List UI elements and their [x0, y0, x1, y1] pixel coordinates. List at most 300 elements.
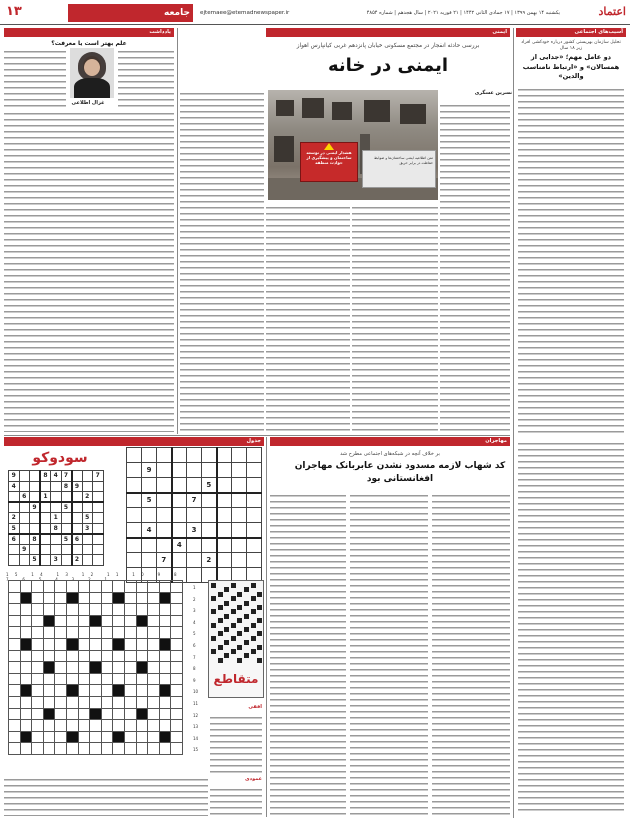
sudoku-cell[interactable]: [82, 502, 93, 513]
sudoku-cell[interactable]: [232, 538, 247, 553]
sudoku-cell[interactable]: [232, 493, 247, 508]
sudoku-cell[interactable]: 7: [157, 553, 172, 568]
sudoku-cell[interactable]: [232, 553, 247, 568]
sudoku-cell[interactable]: [61, 544, 72, 555]
crossword-cell[interactable]: [55, 627, 67, 639]
sudoku-cell[interactable]: 5: [9, 523, 20, 534]
crossword-cell[interactable]: [136, 743, 148, 755]
sudoku-cell[interactable]: [232, 463, 247, 478]
sudoku-cell[interactable]: 4: [172, 538, 187, 553]
sudoku-cell[interactable]: 5: [142, 493, 157, 508]
sudoku-cell[interactable]: [61, 555, 72, 566]
crossword-cell[interactable]: [20, 708, 32, 720]
sudoku-cell[interactable]: [72, 513, 83, 524]
sudoku-cell[interactable]: [142, 478, 157, 493]
crossword-cell[interactable]: [9, 650, 21, 662]
sudoku-cell[interactable]: [30, 513, 41, 524]
crossword-cell[interactable]: [9, 696, 21, 708]
sudoku-cell[interactable]: [247, 508, 262, 523]
sudoku-cell[interactable]: 5: [82, 513, 93, 524]
sudoku-cell[interactable]: 4: [51, 471, 62, 482]
crossword-cell[interactable]: [78, 592, 90, 604]
crossword-cell[interactable]: [171, 615, 183, 627]
crossword-cell[interactable]: [101, 604, 113, 616]
sudoku-cell[interactable]: [93, 544, 104, 555]
crossword-cell[interactable]: [55, 696, 67, 708]
sudoku-cell[interactable]: [157, 508, 172, 523]
sudoku-cell[interactable]: 4: [9, 481, 20, 492]
crossword-cell[interactable]: [136, 592, 148, 604]
crossword-cell[interactable]: [9, 604, 21, 616]
crossword-cell[interactable]: [43, 638, 55, 650]
crossword-cell[interactable]: [148, 731, 160, 743]
sudoku-cell[interactable]: [202, 493, 217, 508]
sudoku-cell[interactable]: [127, 448, 142, 463]
section-email[interactable]: ejtemaee@etemadnewspaper.ir: [200, 10, 290, 16]
sudoku-cell[interactable]: [51, 534, 62, 545]
sudoku-cell[interactable]: [127, 523, 142, 538]
sudoku-cell[interactable]: [40, 555, 51, 566]
sudoku-cell[interactable]: [217, 523, 232, 538]
crossword-cell[interactable]: [148, 743, 160, 755]
sudoku-cell[interactable]: [93, 555, 104, 566]
sudoku-cell[interactable]: [93, 492, 104, 503]
crossword-cell[interactable]: [101, 685, 113, 697]
crossword-cell[interactable]: [171, 696, 183, 708]
sudoku-cell[interactable]: 9: [72, 481, 83, 492]
crossword-cell[interactable]: [148, 604, 160, 616]
crossword-cell[interactable]: [20, 696, 32, 708]
sudoku-cell[interactable]: 5: [61, 502, 72, 513]
crossword-cell[interactable]: [124, 650, 136, 662]
sudoku-cell[interactable]: [172, 508, 187, 523]
crossword-cell[interactable]: [55, 592, 67, 604]
sudoku-cell[interactable]: [142, 538, 157, 553]
crossword-cell[interactable]: [78, 650, 90, 662]
sudoku-cell[interactable]: [9, 492, 20, 503]
sudoku-cell[interactable]: [82, 534, 93, 545]
sudoku-cell[interactable]: 7: [93, 471, 104, 482]
sudoku-cell[interactable]: 7: [187, 493, 202, 508]
crossword-cell[interactable]: [101, 615, 113, 627]
crossword-cell[interactable]: [101, 673, 113, 685]
crossword-cell[interactable]: [171, 731, 183, 743]
crossword-cell[interactable]: [171, 627, 183, 639]
sudoku-cell[interactable]: [217, 508, 232, 523]
sudoku-cell[interactable]: [247, 538, 262, 553]
crossword-cell[interactable]: [113, 673, 125, 685]
sudoku-cell[interactable]: 1: [40, 492, 51, 503]
crossword-cell[interactable]: [113, 581, 125, 593]
sudoku-cell[interactable]: 2: [9, 513, 20, 524]
sudoku-cell[interactable]: [93, 523, 104, 534]
crossword-cell[interactable]: [159, 615, 171, 627]
sudoku-cell[interactable]: [19, 523, 30, 534]
crossword-cell[interactable]: [90, 592, 102, 604]
crossword-cell[interactable]: [124, 685, 136, 697]
sudoku-cell[interactable]: [217, 553, 232, 568]
sudoku-cell[interactable]: 6: [72, 534, 83, 545]
crossword-cell[interactable]: [55, 662, 67, 674]
crossword-cell[interactable]: [9, 743, 21, 755]
crossword-cell[interactable]: [43, 696, 55, 708]
crossword-cell[interactable]: [136, 581, 148, 593]
crossword-cell[interactable]: [136, 685, 148, 697]
crossword-cell[interactable]: [55, 708, 67, 720]
sudoku-cell[interactable]: [51, 502, 62, 513]
sudoku-cell[interactable]: 4: [142, 523, 157, 538]
crossword-cell[interactable]: [171, 638, 183, 650]
crossword-cell[interactable]: [32, 673, 44, 685]
sudoku-cell[interactable]: [247, 478, 262, 493]
sudoku-cell[interactable]: 8: [40, 471, 51, 482]
sudoku-cell[interactable]: 3: [187, 523, 202, 538]
crossword-cell[interactable]: [159, 581, 171, 593]
crossword-cell[interactable]: [43, 743, 55, 755]
sudoku-cell[interactable]: 2: [82, 492, 93, 503]
crossword-cell[interactable]: [20, 650, 32, 662]
sudoku-cell[interactable]: [187, 478, 202, 493]
crossword-cell[interactable]: [43, 685, 55, 697]
crossword-cell[interactable]: [55, 638, 67, 650]
crossword-cell[interactable]: [124, 696, 136, 708]
sudoku-cell[interactable]: [172, 448, 187, 463]
sudoku-cell[interactable]: [9, 544, 20, 555]
sudoku-cell[interactable]: [40, 502, 51, 513]
sudoku-cell[interactable]: [72, 544, 83, 555]
sudoku-cell[interactable]: 6: [19, 492, 30, 503]
sudoku-cell[interactable]: 9: [142, 463, 157, 478]
crossword-cell[interactable]: [148, 592, 160, 604]
sudoku-cell[interactable]: [19, 534, 30, 545]
crossword-cell[interactable]: [20, 662, 32, 674]
crossword-cell[interactable]: [90, 743, 102, 755]
crossword-cell[interactable]: [78, 708, 90, 720]
crossword-cell[interactable]: [148, 720, 160, 732]
sudoku-cell[interactable]: 8: [61, 481, 72, 492]
crossword-cell[interactable]: [101, 581, 113, 593]
sudoku-cell[interactable]: 3: [51, 555, 62, 566]
crossword-cell[interactable]: [32, 581, 44, 593]
crossword-cell[interactable]: [66, 708, 78, 720]
sudoku-cell[interactable]: [127, 508, 142, 523]
crossword-cell[interactable]: [159, 662, 171, 674]
crossword-cell[interactable]: [124, 720, 136, 732]
crossword-cell[interactable]: [101, 650, 113, 662]
sudoku-cell[interactable]: [51, 544, 62, 555]
crossword-cell[interactable]: [159, 673, 171, 685]
crossword-cell[interactable]: [9, 627, 21, 639]
crossword-cell[interactable]: [124, 743, 136, 755]
sudoku-cell[interactable]: [127, 538, 142, 553]
crossword-cell[interactable]: [78, 604, 90, 616]
sudoku-cell[interactable]: [51, 481, 62, 492]
crossword-cell[interactable]: [9, 662, 21, 674]
sudoku-cell[interactable]: [72, 492, 83, 503]
crossword-cell[interactable]: [32, 696, 44, 708]
crossword-cell[interactable]: [124, 627, 136, 639]
crossword-cell[interactable]: [90, 685, 102, 697]
sudoku-cell[interactable]: 6: [9, 534, 20, 545]
sudoku-cell[interactable]: 8: [51, 523, 62, 534]
crossword-cell[interactable]: [32, 708, 44, 720]
sudoku-cell[interactable]: [30, 523, 41, 534]
crossword-cell[interactable]: [32, 743, 44, 755]
sudoku-cell[interactable]: 5: [61, 534, 72, 545]
sudoku-cell[interactable]: [217, 538, 232, 553]
crossword-cell[interactable]: [66, 743, 78, 755]
crossword-cell[interactable]: [124, 592, 136, 604]
sudoku-cell[interactable]: [172, 463, 187, 478]
crossword-cell[interactable]: [136, 604, 148, 616]
sudoku-grid-large[interactable]: [126, 447, 262, 583]
sudoku-cell[interactable]: [19, 481, 30, 492]
crossword-cell[interactable]: [113, 708, 125, 720]
sudoku-cell[interactable]: [93, 513, 104, 524]
sudoku-cell[interactable]: [93, 502, 104, 513]
sudoku-cell[interactable]: [127, 463, 142, 478]
crossword-cell[interactable]: [66, 673, 78, 685]
sudoku-grid-small[interactable]: [8, 470, 104, 566]
crossword-cell[interactable]: [90, 696, 102, 708]
crossword-cell[interactable]: [113, 604, 125, 616]
sudoku-cell[interactable]: 1: [51, 513, 62, 524]
sudoku-cell[interactable]: [40, 523, 51, 534]
crossword-cell[interactable]: [20, 720, 32, 732]
crossword-cell[interactable]: [113, 662, 125, 674]
sudoku-cell[interactable]: [19, 555, 30, 566]
crossword-cell[interactable]: [124, 581, 136, 593]
crossword-cell[interactable]: [124, 615, 136, 627]
sudoku-cell[interactable]: [142, 448, 157, 463]
crossword-cell[interactable]: [78, 743, 90, 755]
crossword-cell[interactable]: [78, 696, 90, 708]
sudoku-cell[interactable]: [232, 508, 247, 523]
sudoku-cell[interactable]: [172, 523, 187, 538]
sudoku-cell[interactable]: [72, 471, 83, 482]
crossword-cell[interactable]: [9, 720, 21, 732]
crossword-cell[interactable]: [101, 731, 113, 743]
crossword-cell[interactable]: [171, 662, 183, 674]
crossword-cell[interactable]: [148, 696, 160, 708]
crossword-cell[interactable]: [136, 731, 148, 743]
sudoku-cell[interactable]: [202, 448, 217, 463]
crossword-cell[interactable]: [90, 650, 102, 662]
crossword-cell[interactable]: [78, 731, 90, 743]
crossword-cell[interactable]: [124, 662, 136, 674]
crossword-cell[interactable]: [113, 743, 125, 755]
sudoku-cell[interactable]: [30, 471, 41, 482]
crossword-cell[interactable]: [136, 720, 148, 732]
sudoku-cell[interactable]: [40, 481, 51, 492]
crossword-grid[interactable]: [8, 580, 183, 755]
crossword-cell[interactable]: [9, 592, 21, 604]
crossword-cell[interactable]: [78, 673, 90, 685]
crossword-cell[interactable]: [171, 743, 183, 755]
sudoku-cell[interactable]: 9: [9, 471, 20, 482]
crossword-cell[interactable]: [90, 673, 102, 685]
crossword-cell[interactable]: [32, 720, 44, 732]
sudoku-cell[interactable]: [217, 493, 232, 508]
crossword-cell[interactable]: [20, 604, 32, 616]
crossword-cell[interactable]: [55, 604, 67, 616]
crossword-cell[interactable]: [9, 615, 21, 627]
crossword-cell[interactable]: [55, 685, 67, 697]
crossword-cell[interactable]: [171, 592, 183, 604]
crossword-cell[interactable]: [101, 627, 113, 639]
crossword-cell[interactable]: [9, 638, 21, 650]
crossword-cell[interactable]: [159, 604, 171, 616]
crossword-cell[interactable]: [66, 650, 78, 662]
sudoku-cell[interactable]: [202, 523, 217, 538]
sudoku-cell[interactable]: [30, 481, 41, 492]
crossword-cell[interactable]: [43, 731, 55, 743]
crossword-cell[interactable]: [32, 592, 44, 604]
crossword-cell[interactable]: [32, 604, 44, 616]
sudoku-cell[interactable]: [82, 471, 93, 482]
sudoku-cell[interactable]: [82, 544, 93, 555]
sudoku-cell[interactable]: [30, 492, 41, 503]
crossword-cell[interactable]: [55, 720, 67, 732]
sudoku-cell[interactable]: 5: [202, 478, 217, 493]
crossword-cell[interactable]: [55, 650, 67, 662]
crossword-cell[interactable]: [78, 638, 90, 650]
crossword-cell[interactable]: [171, 604, 183, 616]
sudoku-cell[interactable]: [19, 471, 30, 482]
sudoku-cell[interactable]: [157, 523, 172, 538]
sudoku-cell[interactable]: [51, 492, 62, 503]
sudoku-cell[interactable]: 5: [30, 555, 41, 566]
crossword-cell[interactable]: [113, 696, 125, 708]
sudoku-cell[interactable]: [202, 538, 217, 553]
crossword-cell[interactable]: [171, 673, 183, 685]
crossword-cell[interactable]: [113, 627, 125, 639]
sudoku-cell[interactable]: [93, 534, 104, 545]
crossword-cell[interactable]: [55, 743, 67, 755]
sudoku-cell[interactable]: [157, 493, 172, 508]
crossword-cell[interactable]: [20, 673, 32, 685]
sudoku-cell[interactable]: [247, 463, 262, 478]
sudoku-cell[interactable]: [157, 538, 172, 553]
crossword-cell[interactable]: [32, 662, 44, 674]
crossword-cell[interactable]: [136, 638, 148, 650]
crossword-cell[interactable]: [171, 685, 183, 697]
crossword-cell[interactable]: [32, 731, 44, 743]
sudoku-cell[interactable]: 3: [82, 523, 93, 534]
crossword-cell[interactable]: [124, 673, 136, 685]
crossword-cell[interactable]: [66, 720, 78, 732]
crossword-cell[interactable]: [55, 731, 67, 743]
sudoku-cell[interactable]: [187, 448, 202, 463]
sudoku-cell[interactable]: [202, 463, 217, 478]
sudoku-cell[interactable]: [30, 544, 41, 555]
crossword-cell[interactable]: [32, 627, 44, 639]
sudoku-cell[interactable]: [61, 513, 72, 524]
crossword-cell[interactable]: [78, 720, 90, 732]
crossword-cell[interactable]: [90, 627, 102, 639]
crossword-cell[interactable]: [113, 615, 125, 627]
sudoku-cell[interactable]: [61, 492, 72, 503]
sudoku-cell[interactable]: [72, 502, 83, 513]
crossword-cell[interactable]: [171, 720, 183, 732]
crossword-cell[interactable]: [32, 615, 44, 627]
sudoku-cell[interactable]: [247, 448, 262, 463]
sudoku-cell[interactable]: [93, 481, 104, 492]
sudoku-cell[interactable]: 2: [202, 553, 217, 568]
crossword-cell[interactable]: [66, 627, 78, 639]
sudoku-cell[interactable]: [127, 478, 142, 493]
sudoku-cell[interactable]: [187, 463, 202, 478]
sudoku-cell[interactable]: [232, 478, 247, 493]
sudoku-cell[interactable]: [19, 513, 30, 524]
sudoku-cell[interactable]: [232, 448, 247, 463]
crossword-cell[interactable]: [124, 604, 136, 616]
sudoku-cell[interactable]: [217, 478, 232, 493]
crossword-cell[interactable]: [113, 650, 125, 662]
sudoku-cell[interactable]: [232, 523, 247, 538]
crossword-cell[interactable]: [159, 650, 171, 662]
crossword-cell[interactable]: [171, 581, 183, 593]
sudoku-cell[interactable]: [19, 502, 30, 513]
crossword-cell[interactable]: [20, 743, 32, 755]
crossword-cell[interactable]: [9, 731, 21, 743]
crossword-cell[interactable]: [159, 627, 171, 639]
crossword-cell[interactable]: [101, 696, 113, 708]
crossword-cell[interactable]: [66, 696, 78, 708]
sudoku-cell[interactable]: [217, 448, 232, 463]
sudoku-cell[interactable]: [9, 555, 20, 566]
crossword-cell[interactable]: [101, 708, 113, 720]
crossword-cell[interactable]: [148, 662, 160, 674]
crossword-cell[interactable]: [124, 638, 136, 650]
sudoku-cell[interactable]: [157, 463, 172, 478]
crossword-cell[interactable]: [32, 638, 44, 650]
crossword-cell[interactable]: [90, 604, 102, 616]
crossword-cell[interactable]: [90, 731, 102, 743]
crossword-cell[interactable]: [9, 581, 21, 593]
crossword-cell[interactable]: [136, 650, 148, 662]
crossword-cell[interactable]: [43, 720, 55, 732]
crossword-cell[interactable]: [43, 627, 55, 639]
sudoku-cell[interactable]: [82, 481, 93, 492]
crossword-cell[interactable]: [55, 673, 67, 685]
crossword-cell[interactable]: [148, 650, 160, 662]
crossword-cell[interactable]: [136, 673, 148, 685]
crossword-cell[interactable]: [159, 720, 171, 732]
sudoku-cell[interactable]: [142, 508, 157, 523]
sudoku-cell[interactable]: [127, 493, 142, 508]
crossword-cell[interactable]: [20, 581, 32, 593]
sudoku-cell[interactable]: 9: [19, 544, 30, 555]
sudoku-cell[interactable]: [127, 553, 142, 568]
crossword-cell[interactable]: [43, 673, 55, 685]
crossword-cell[interactable]: [9, 673, 21, 685]
sudoku-cell[interactable]: [40, 534, 51, 545]
sudoku-cell[interactable]: [247, 523, 262, 538]
crossword-cell[interactable]: [148, 708, 160, 720]
sudoku-cell[interactable]: [247, 553, 262, 568]
crossword-cell[interactable]: [78, 627, 90, 639]
sudoku-cell[interactable]: 9: [30, 502, 41, 513]
crossword-cell[interactable]: [90, 638, 102, 650]
sudoku-cell[interactable]: [40, 544, 51, 555]
crossword-cell[interactable]: [66, 615, 78, 627]
sudoku-cell[interactable]: [247, 493, 262, 508]
crossword-cell[interactable]: [43, 650, 55, 662]
crossword-cell[interactable]: [9, 685, 21, 697]
crossword-cell[interactable]: [43, 581, 55, 593]
sudoku-cell[interactable]: [82, 555, 93, 566]
